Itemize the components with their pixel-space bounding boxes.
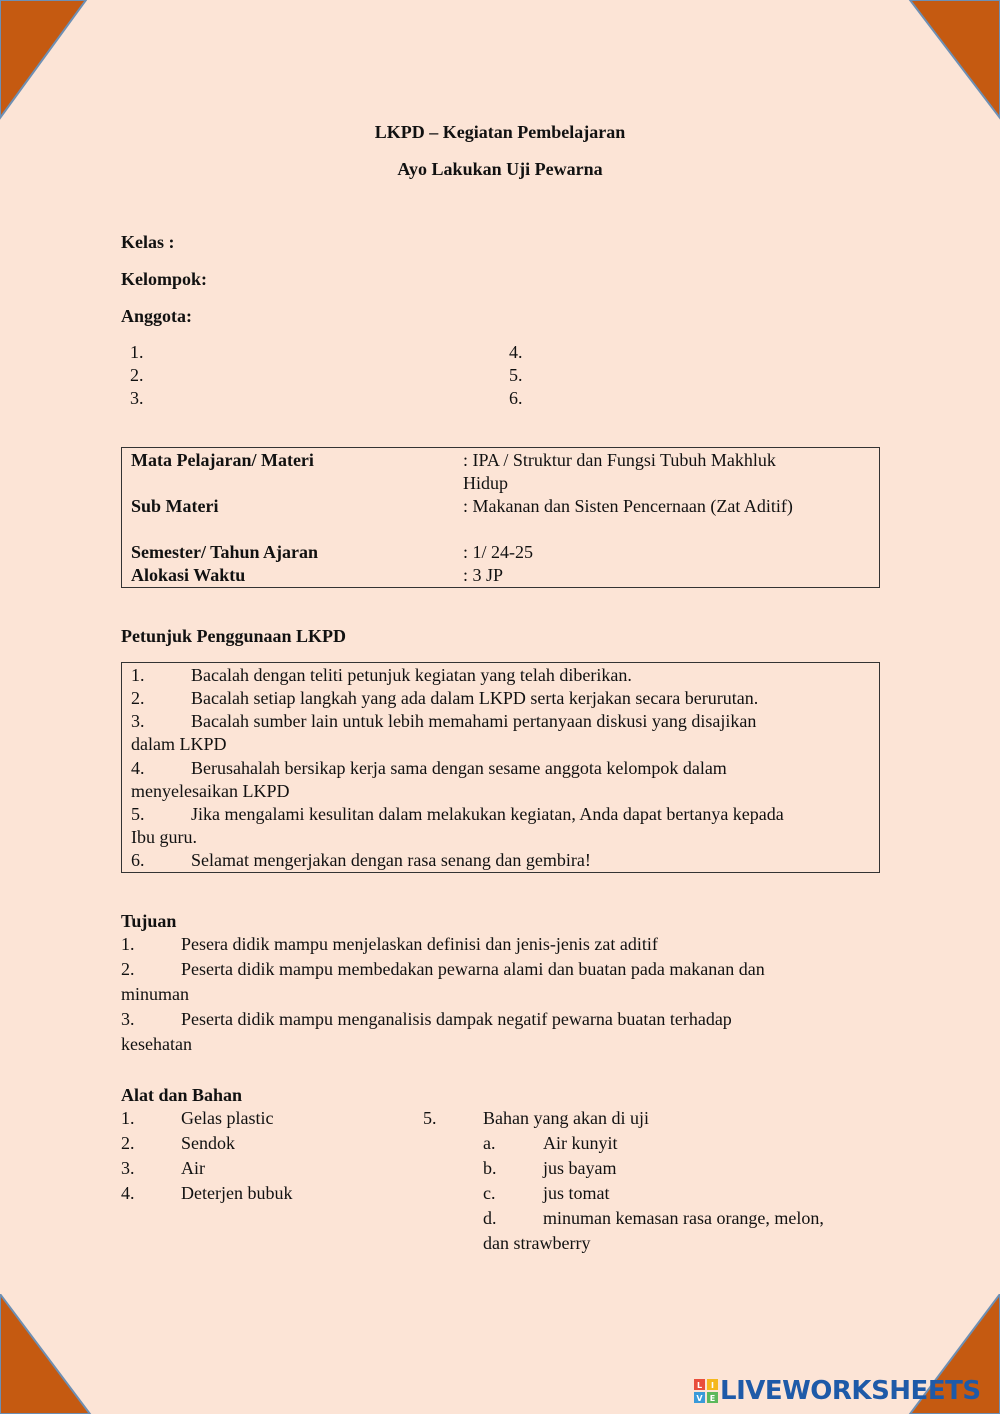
corner-decoration-top-left [0,0,90,120]
list-item: 1. Gelas plastic [121,1108,274,1128]
list-item: 1. Pesera didik mampu menjelaskan definisi dan jenis-jenis zat aditif [121,934,658,954]
page-subtitle: Ayo Lakukan Uji Pewarna [397,159,603,179]
mapel-value: : IPA / Struktur dan Fungsi Tubuh Makhluk [463,450,776,470]
list-item: 1. Bacalah dengan teliti petunjuk kegiatan yang telah diberikan. [131,665,632,685]
semester-label: Semester/ Tahun Ajaran [131,542,319,562]
liveworksheets-wordmark: LIVEWORKSHEETS [720,1376,981,1406]
liveworksheets-logo-icon [694,1379,718,1403]
sub-list-item-cont: dan strawberry [483,1233,591,1253]
logo-letter: I [711,1381,714,1390]
logo-letter: E [709,1394,716,1403]
page-title: LKPD – Kegiatan Pembelajaran [374,122,626,142]
petunjuk-box [121,662,880,873]
kelas-label: Kelas : [121,232,175,252]
sub-list-item: d. minuman kemasan rasa orange, melon, [483,1208,824,1228]
list-item: 2. Peserta didik mampu membedakan pewarna alami dan buatan pada makanan dan [121,959,765,979]
list-item-cont: menyelesaikan LKPD [131,781,290,801]
list-item: 6. Selamat mengerjakan dengan rasa senang dan gembira! [131,850,591,870]
sub-list-item: a. Air kunyit [483,1133,618,1153]
member-number: 5. [509,365,523,385]
list-item: 2. Sendok [121,1133,235,1153]
alokasi-value: : 3 JP [463,565,504,585]
list-item: 2. Bacalah setiap langkah yang ada dalam LKPD serta kerjakan secara berurutan. [131,688,759,708]
list-item: 5. Jika mengalami kesulitan dalam melakukan kegiatan, Anda dapat bertanya kepada [131,804,784,824]
list-item: 3. Bacalah sumber lain untuk lebih memahami pertanyaan diskusi yang disajikan [131,711,757,731]
member-number: 3. [130,388,144,408]
list-item: 4. Deterjen bubuk [121,1183,293,1203]
alat-heading: Alat dan Bahan [121,1085,243,1105]
corner-decoration-bottom-left [0,1294,92,1414]
list-item: 3. Air [121,1158,205,1178]
member-number: 2. [130,365,144,385]
mapel-value-cont: Hidup [463,473,508,493]
list-item: 4. Berusahalah bersikap kerja sama dengan sesame anggota kelompok dalam [131,758,727,778]
list-item-cont: Ibu guru. [131,827,197,847]
mapel-label: Mata Pelajaran/ Materi [131,450,314,470]
sub-list-item: c. jus tomat [483,1183,610,1203]
list-item-cont: dalam LKPD [131,734,227,754]
info-table [121,447,880,588]
semester-value: : 1/ 24-25 [463,542,533,562]
corner-decoration-top-right [908,0,1000,120]
logo-letter: V [696,1394,703,1403]
anggota-label: Anggota: [121,306,192,326]
list-item-cont: minuman [121,984,189,1004]
petunjuk-heading: Petunjuk Penggunaan LKPD [121,626,347,646]
member-number: 1. [130,342,144,362]
sub-materi-value: : Makanan dan Sisten Pencernaan (Zat Aditif) [463,496,793,516]
member-number: 4. [509,342,523,362]
member-number: 6. [509,388,523,408]
logo-letter: L [696,1381,703,1390]
sub-list-item: b. jus bayam [483,1158,617,1178]
sub-materi-label: Sub Materi [131,496,219,516]
list-item-cont: kesehatan [121,1034,192,1054]
alokasi-label: Alokasi Waktu [131,565,246,585]
tujuan-heading: Tujuan [121,911,177,931]
list-item: 3. Peserta didik mampu menganalisis dampak negatif pewarna buatan terhadap [121,1009,732,1029]
list-item: 5. Bahan yang akan di uji [423,1108,649,1128]
liveworksheets-logo[interactable] [694,1376,981,1406]
kelompok-label: Kelompok: [121,269,208,289]
